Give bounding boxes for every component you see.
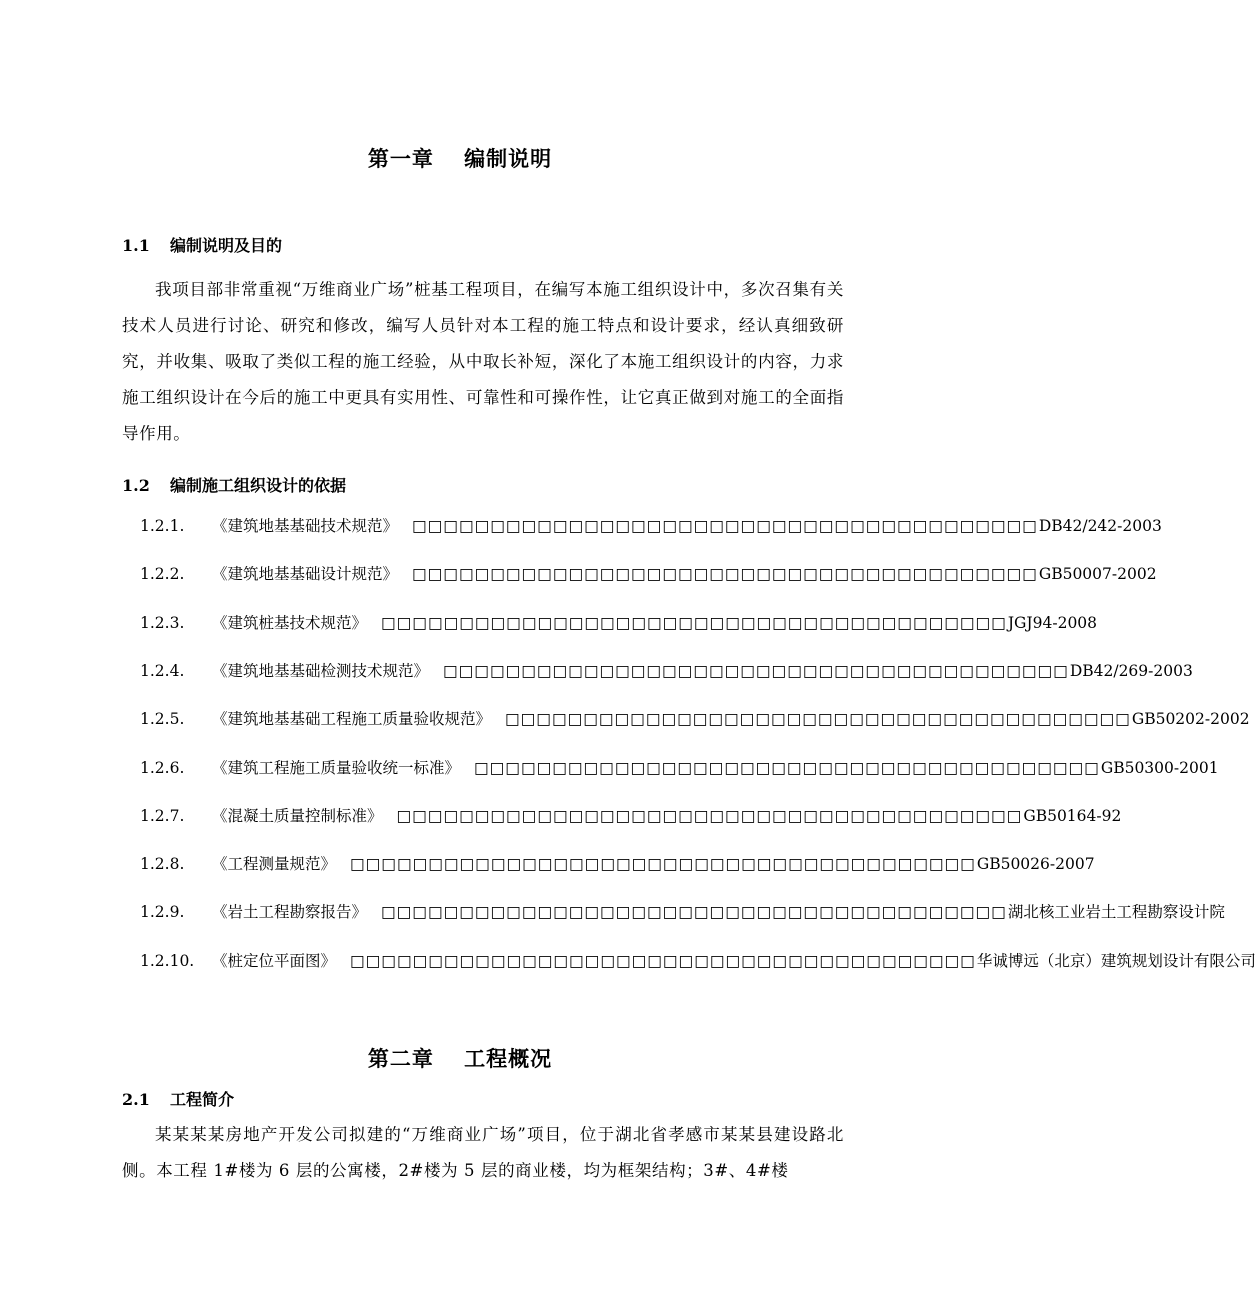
section-1-1-title: 编制说明及目的	[170, 236, 283, 255]
reference-title: 《建筑桩基技术规范》	[212, 613, 368, 632]
reference-title: 《工程测量规范》	[212, 855, 337, 874]
reference-item	[140, 562, 1157, 584]
reference-leader-boxes: □□□□□□□□□□□□□□□□□□□□□□□□□□□□□□□□□□□□□□□□	[381, 903, 1007, 922]
reference-leader-boxes: □□□□□□□□□□□□□□□□□□□□□□□□□□□□□□□□□□□□□□□□	[412, 517, 1038, 535]
reference-code: GB50026-2007	[976, 855, 1095, 874]
reference-title: 《建筑地基基础技术规范》	[212, 517, 399, 535]
reference-code: DB42/269-2003	[1069, 661, 1193, 680]
reference-number: 1.2.5.	[140, 710, 185, 729]
reference-code: DB42/242-2003	[1038, 517, 1162, 535]
reference-number: 1.2.9.	[140, 903, 185, 922]
reference-number: 1.2.3.	[140, 613, 185, 632]
reference-code: GB50300-2001	[1100, 758, 1219, 777]
reference-item	[140, 707, 1250, 729]
reference-leader-boxes: □□□□□□□□□□□□□□□□□□□□□□□□□□□□□□□□□□□□□□□□	[505, 710, 1131, 729]
chapter-1-title: 第一章 编制说明	[367, 146, 553, 171]
section-1-2-number: 1.2	[122, 476, 150, 495]
section-2-1-number: 2.1	[122, 1090, 150, 1109]
section-2-1-heading	[122, 1087, 234, 1110]
reference-item	[140, 756, 1219, 778]
reference-item	[140, 611, 1098, 633]
reference-leader-boxes: □□□□□□□□□□□□□□□□□□□□□□□□□□□□□□□□□□□□□□□□	[412, 565, 1038, 584]
reference-number: 1.2.2.	[140, 565, 185, 584]
section-1-1-paragraph: 我项目部非常重视“万维商业广场”桩基工程项目，在编写本施工组织设计中，多次召集有关技术人员进行讨论、研究和修改，编写人员针对本工程的施工特点和设计要求，经认真细致研究，并收集、吸取了类似工程的施工经验，从中取长补短，深化了本施工组织设计的内容，力求施工组织设计在今后的施工中更具有实用性、可靠性和可操作性，让它真正做到对施工的全面指导作用。	[122, 280, 844, 443]
reference-leader-boxes: □□□□□□□□□□□□□□□□□□□□□□□□□□□□□□□□□□□□□□□□	[396, 806, 1023, 825]
reference-item	[140, 659, 1193, 681]
reference-title: 《桩定位平面图》	[212, 951, 337, 970]
reference-title: 《建筑工程施工质量验收统一标准》	[212, 758, 461, 777]
section-1-1-number: 1.1	[122, 236, 150, 255]
reference-leader-boxes: □□□□□□□□□□□□□□□□□□□□□□□□□□□□□□□□□□□□□□□□	[350, 951, 976, 970]
reference-item	[140, 900, 1225, 922]
reference-item	[140, 514, 1162, 536]
section-1-2-heading	[122, 473, 346, 496]
reference-title: 《混凝土质量控制标准》	[212, 806, 383, 825]
reference-code: JGJ94-2008	[1007, 613, 1098, 632]
reference-number: 1.2.10.	[140, 951, 195, 970]
section-2-1-paragraph: 某某某某房地产开发公司拟建的“万维商业广场”项目，位于湖北省孝感市某某县建设路北侧。本工程 1#楼为 6 层的公寓楼，2#楼为 5 层的商业楼，均为框架结构；3#、4#楼	[122, 1125, 844, 1180]
reference-leader-boxes: □□□□□□□□□□□□□□□□□□□□□□□□□□□□□□□□□□□□□□□□	[381, 613, 1007, 632]
reference-code: GB50202-2002	[1131, 710, 1250, 729]
reference-item	[140, 949, 1256, 971]
reference-leader-boxes: □□□□□□□□□□□□□□□□□□□□□□□□□□□□□□□□□□□□□□□□	[443, 661, 1069, 680]
reference-leader-boxes: □□□□□□□□□□□□□□□□□□□□□□□□□□□□□□□□□□□□□□□□	[350, 855, 976, 874]
reference-title: 《建筑地基基础工程施工质量验收规范》	[212, 710, 492, 729]
section-1-1-heading	[122, 233, 282, 256]
reference-code: GB50164-92	[1023, 806, 1122, 825]
reference-title: 《建筑地基基础检测技术规范》	[212, 661, 430, 680]
reference-code: 华诚博远（北京）建筑规划设计有限公司	[976, 951, 1256, 970]
reference-item	[140, 804, 1122, 826]
reference-number: 1.2.1.	[140, 517, 185, 535]
reference-item	[140, 852, 1095, 874]
reference-code: GB50007-2002	[1038, 565, 1157, 584]
reference-title: 《岩土工程勘察报告》	[212, 903, 368, 922]
section-1-2-title: 编制施工组织设计的依据	[170, 476, 347, 495]
reference-code: 湖北核工业岩土工程勘察设计院	[1007, 903, 1225, 922]
reference-number: 1.2.4.	[140, 661, 185, 680]
reference-leader-boxes: □□□□□□□□□□□□□□□□□□□□□□□□□□□□□□□□□□□□□□□□	[474, 758, 1100, 777]
reference-number: 1.2.8.	[140, 855, 185, 874]
reference-number: 1.2.6.	[140, 758, 185, 777]
chapter-2-title: 第二章 工程概况	[367, 1046, 553, 1071]
reference-number: 1.2.7.	[140, 806, 185, 825]
reference-title: 《建筑地基基础设计规范》	[212, 565, 399, 584]
section-2-1-title: 工程简介	[170, 1090, 235, 1109]
